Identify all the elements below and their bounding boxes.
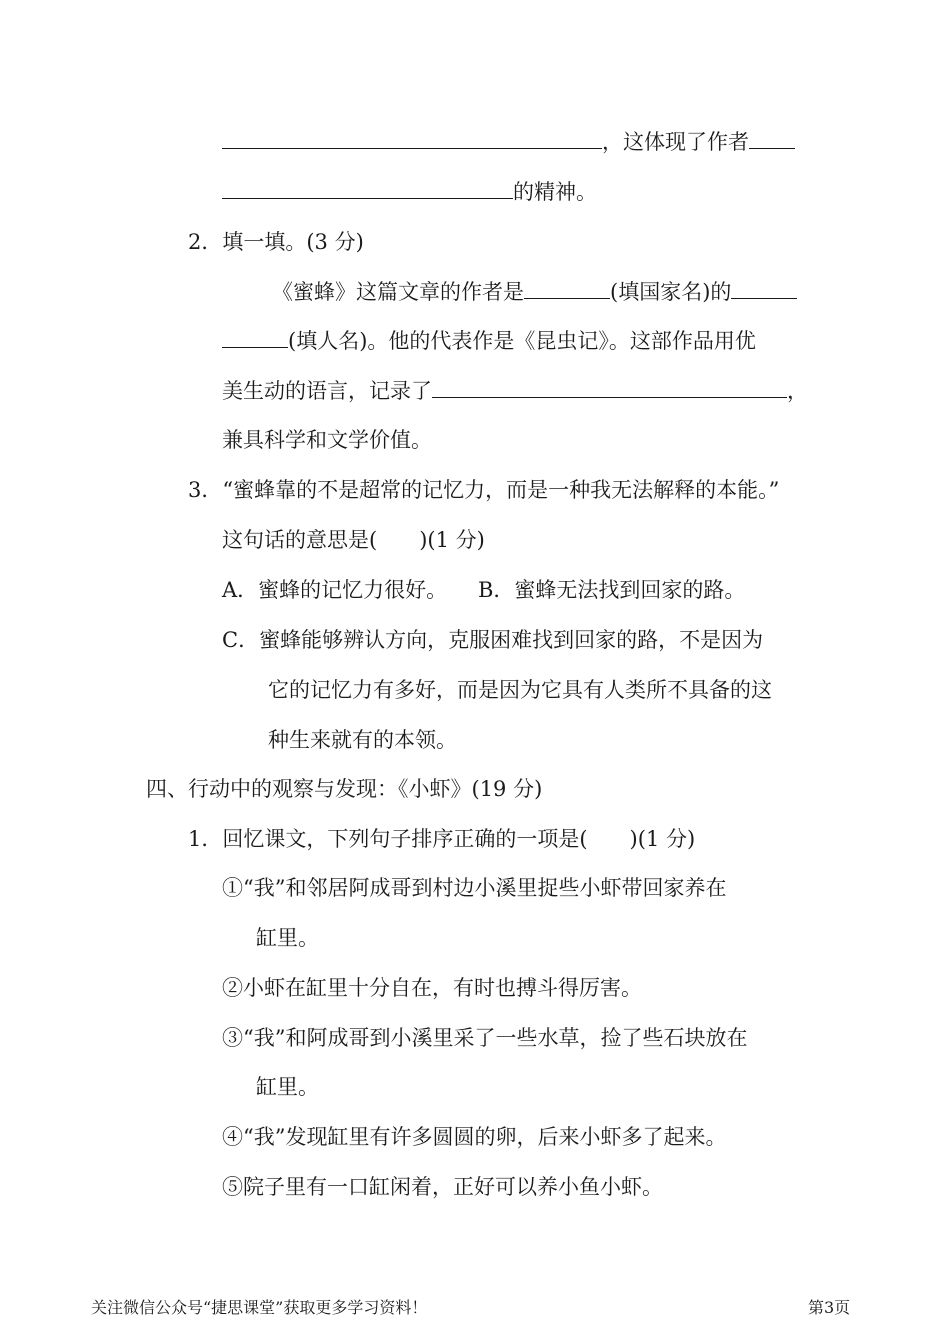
blank[interactable] [222, 178, 513, 199]
text: 《蜜蜂》这篇文章的作者是 [272, 280, 524, 304]
sentence-2: ②小虾在缸里十分自在，有时也搏斗得厉害。 [222, 976, 642, 1000]
answer-line-2 [222, 178, 597, 206]
sentence-1: ①“我”和邻居阿成哥到村边小溪里捉些小虾带回家养在 [222, 876, 727, 900]
q3-title: 3．“蜜蜂靠的不是超常的记忆力，而是一种我无法解释的本能。” [188, 478, 780, 502]
page-number: 第3页 [808, 1298, 851, 1317]
sentence-4: ④“我”发现缸里有许多圆圆的卵，后来小虾多了起来。 [222, 1125, 727, 1149]
answer-line-1 [222, 128, 795, 156]
sentence-3: ③“我”和阿成哥到小溪里采了一些水草，捡了些石块放在 [222, 1026, 748, 1050]
footer-note: 关注微信公众号“捷思课堂”获取更多学习资料！ [91, 1298, 428, 1317]
q3-option-c-cont: 它的记忆力有多好，而是因为它具有人类所不具备的这 [268, 678, 772, 702]
sentence-3-cont: 缸里。 [256, 1075, 319, 1099]
q3-option-b[interactable]: B．蜜蜂无法找到回家的路。 [478, 578, 746, 602]
text: (填人名)。他的代表作是《昆虫记》。这部作品用优 [288, 329, 756, 353]
text: ，这体现了作者 [602, 130, 749, 154]
q2-title: 2．填一填。(3 分) [188, 230, 364, 254]
blank[interactable] [749, 128, 795, 149]
q2-line-1 [272, 278, 797, 306]
record-blank[interactable] [432, 377, 787, 398]
q2-line-2 [222, 327, 756, 355]
blank[interactable] [222, 128, 602, 149]
name-blank[interactable] [731, 278, 797, 299]
q3-option-c-cont: 种生来就有的本领。 [268, 728, 457, 752]
text: 美生动的语言，记录了 [222, 379, 432, 403]
section-title: 四、行动中的观察与发现：《小虾》(19 分) [146, 777, 543, 801]
q2-line-3 [222, 377, 808, 405]
q3-option-a[interactable]: A．蜜蜂的记忆力很好。 [222, 578, 448, 602]
sentence-5: ⑤院子里有一口缸闲着，正好可以养小鱼小虾。 [222, 1175, 663, 1199]
q3-line-2: 这句话的意思是( )(1 分) [222, 528, 485, 552]
q2-line-4: 兼具科学和文学价值。 [222, 428, 432, 452]
text: ， [787, 379, 808, 403]
text: (填国家名)的 [610, 280, 732, 304]
name-blank[interactable] [222, 327, 288, 348]
text: 的精神。 [513, 180, 597, 204]
q1-title: 1．回忆课文，下列句子排序正确的一项是( )(1 分) [188, 827, 696, 851]
sentence-1-cont: 缸里。 [256, 926, 319, 950]
q3-option-c[interactable]: C．蜜蜂能够辨认方向，克服困难找到回家的路，不是因为 [222, 628, 764, 652]
country-blank[interactable] [524, 278, 610, 299]
